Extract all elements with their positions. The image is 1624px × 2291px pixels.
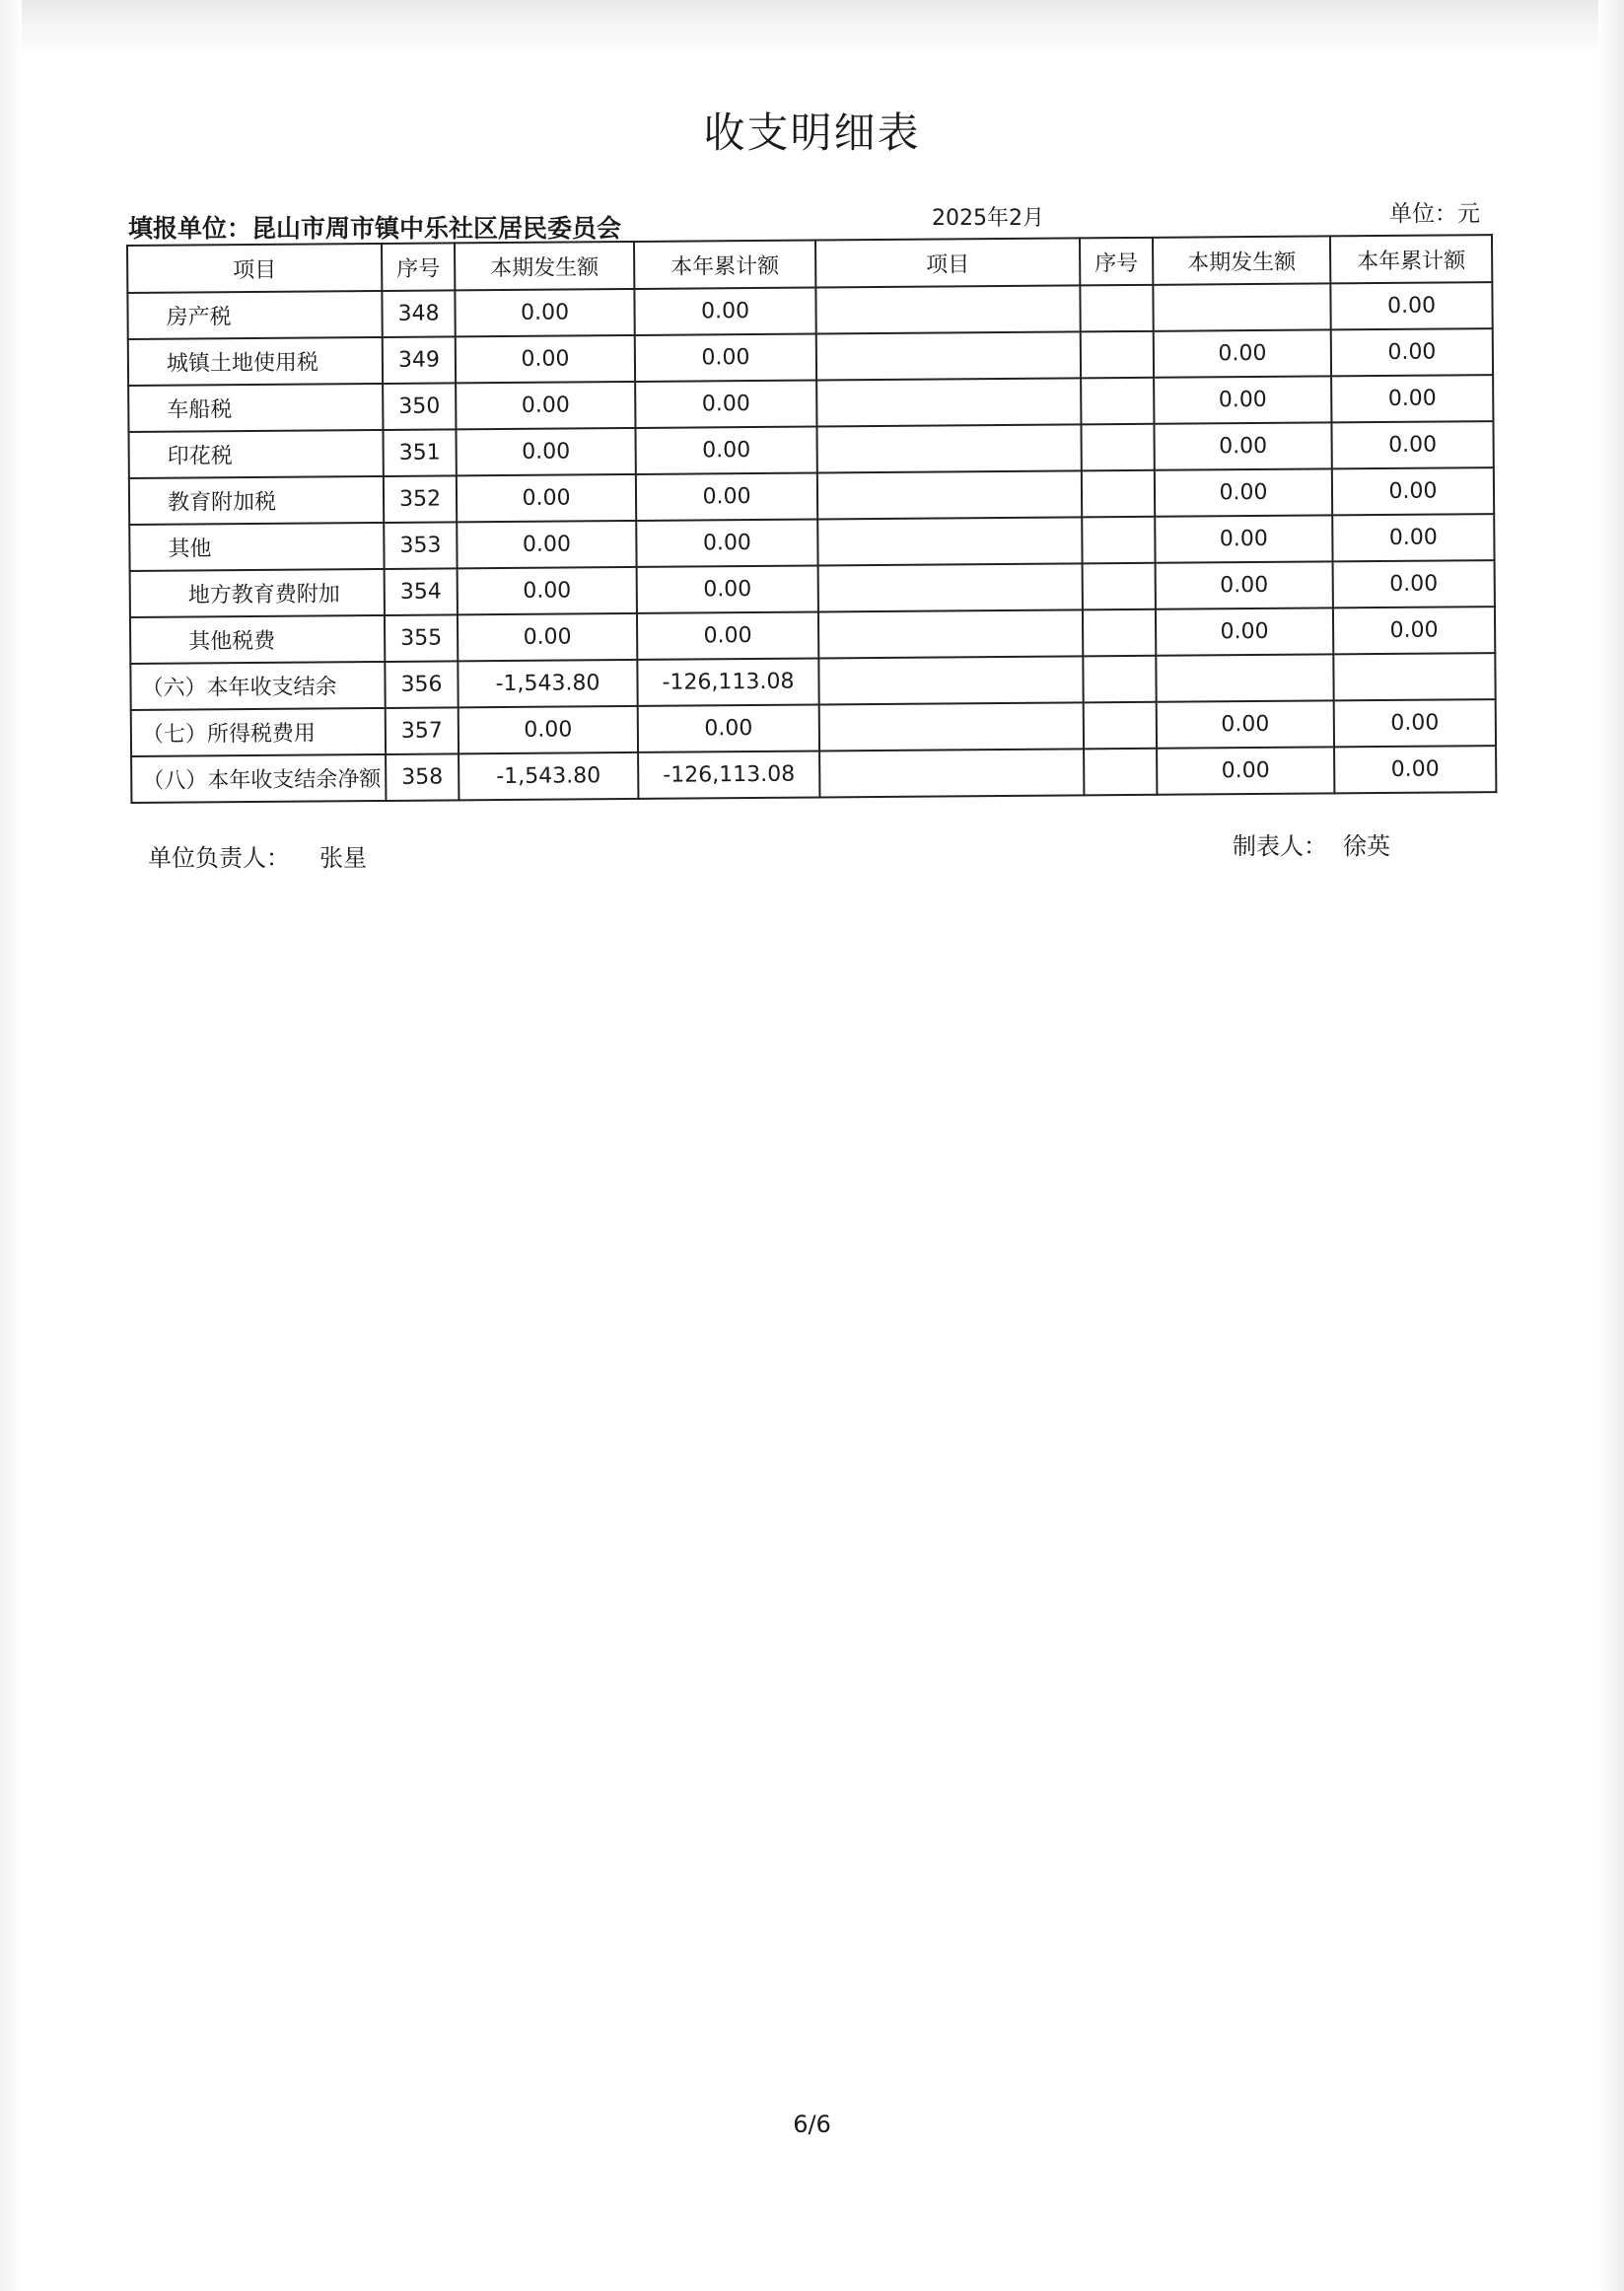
row-seq: 348 — [382, 290, 455, 337]
row-right-current: 0.00 — [1157, 747, 1334, 794]
row-item: 其他 — [129, 523, 384, 571]
row-ytd: 0.00 — [637, 565, 818, 612]
page-number: 6/6 — [793, 2111, 831, 2138]
row-seq: 352 — [384, 475, 457, 523]
preparer-name: 徐英 — [1343, 832, 1390, 860]
row-ytd: 0.00 — [635, 427, 816, 474]
row-current: 0.00 — [456, 335, 635, 383]
row-item: （八）本年收支结余净额 — [131, 754, 386, 803]
row-right-seq — [1083, 609, 1156, 657]
row-seq: 356 — [385, 661, 458, 708]
row-right-item — [816, 331, 1081, 380]
row-right-ytd — [1333, 653, 1495, 700]
row-right-seq — [1083, 563, 1156, 610]
row-right-current — [1156, 654, 1333, 701]
row-current: 0.00 — [457, 521, 636, 568]
row-right-current: 0.00 — [1155, 468, 1332, 516]
row-right-current: 0.00 — [1157, 700, 1334, 748]
row-seq: 353 — [384, 522, 457, 569]
row-right-ytd: 0.00 — [1333, 560, 1495, 608]
row-right-seq — [1080, 285, 1153, 332]
row-right-seq — [1082, 470, 1155, 518]
scan-shadow-right — [1598, 0, 1624, 2291]
row-right-ytd: 0.00 — [1333, 607, 1495, 654]
unit-head-label: 单位负责人： — [148, 844, 290, 872]
scan-shadow-left — [0, 0, 22, 2291]
row-current: 0.00 — [456, 428, 635, 475]
row-ytd: 0.00 — [635, 334, 816, 382]
row-right-item — [817, 470, 1082, 519]
header-seq: 序号 — [382, 243, 455, 291]
row-current: 0.00 — [459, 706, 638, 753]
row-item: 其他税费 — [130, 615, 385, 664]
row-right-seq — [1084, 702, 1157, 750]
header-right-item: 项目 — [815, 238, 1080, 287]
scan-shadow-top — [0, 0, 1624, 59]
row-item: 车船税 — [128, 384, 383, 432]
table-row — [131, 746, 1496, 803]
header-current: 本期发生额 — [455, 242, 634, 290]
row-seq: 355 — [385, 614, 458, 662]
row-ytd: 0.00 — [637, 611, 818, 659]
row-current: 0.00 — [458, 567, 637, 614]
row-right-seq — [1083, 656, 1156, 703]
row-seq: 357 — [386, 707, 459, 754]
row-current: 0.00 — [456, 382, 635, 429]
unit-head-signature — [148, 838, 367, 873]
row-current: 0.00 — [458, 613, 637, 661]
row-right-seq — [1081, 378, 1154, 425]
ledger-table — [126, 234, 1497, 804]
row-right-seq — [1084, 749, 1157, 796]
row-item: 地方教育费附加 — [130, 569, 385, 617]
row-right-ytd: 0.00 — [1331, 328, 1493, 376]
row-ytd: 0.00 — [635, 381, 816, 428]
row-seq: 351 — [383, 429, 456, 476]
row-ytd: -126,113.08 — [638, 751, 819, 798]
row-ytd: 0.00 — [636, 520, 817, 567]
row-right-seq — [1082, 517, 1155, 564]
row-ytd: 0.00 — [636, 473, 817, 521]
row-seq: 349 — [383, 336, 456, 384]
row-right-item — [818, 563, 1083, 611]
row-current: -1,543.80 — [458, 660, 637, 707]
row-right-current: 0.00 — [1155, 515, 1332, 562]
row-right-current: 0.00 — [1156, 561, 1333, 609]
row-seq: 354 — [385, 568, 458, 615]
row-right-ytd: 0.00 — [1330, 282, 1492, 329]
row-right-item — [819, 702, 1084, 751]
row-item: 城镇土地使用税 — [128, 337, 383, 386]
row-right-item — [819, 749, 1084, 797]
row-right-item — [818, 656, 1083, 704]
row-ytd: 0.00 — [638, 704, 819, 752]
document-title: 收支明细表 — [703, 108, 921, 157]
row-right-ytd: 0.00 — [1331, 421, 1493, 468]
row-seq: 358 — [386, 753, 459, 801]
preparer-signature — [1233, 826, 1390, 861]
row-right-ytd: 0.00 — [1334, 699, 1496, 747]
preparer-label: 制表人： — [1233, 832, 1327, 860]
header-item: 项目 — [127, 244, 382, 293]
row-right-item — [816, 424, 1081, 472]
reporting-unit: 填报单位：昆山市周市镇中乐社区居民委员会 — [128, 214, 622, 243]
row-current: -1,543.80 — [459, 752, 638, 800]
row-right-item — [816, 378, 1081, 426]
row-right-ytd: 0.00 — [1332, 467, 1494, 515]
row-right-ytd: 0.00 — [1332, 514, 1494, 561]
row-right-ytd: 0.00 — [1334, 746, 1496, 793]
header-right-current: 本期发生额 — [1153, 236, 1330, 284]
row-right-current: 0.00 — [1154, 376, 1331, 423]
row-right-seq — [1081, 424, 1154, 471]
row-item: （六）本年收支结余 — [130, 662, 385, 710]
row-right-item — [815, 285, 1080, 333]
row-right-item — [818, 609, 1083, 658]
row-right-current: 0.00 — [1154, 422, 1331, 469]
currency-unit: 单位：元 — [1389, 201, 1480, 227]
row-item: 房产税 — [127, 291, 382, 339]
row-right-seq — [1081, 331, 1154, 379]
header-right-seq: 序号 — [1080, 238, 1153, 286]
row-current: 0.00 — [455, 289, 634, 336]
header-right-ytd: 本年累计额 — [1330, 235, 1492, 283]
row-seq: 350 — [383, 383, 456, 430]
reporting-period: 2025年2月 — [932, 206, 1044, 231]
row-right-ytd: 0.00 — [1331, 375, 1493, 422]
row-item: 教育附加税 — [129, 476, 384, 525]
row-ytd: 0.00 — [634, 288, 815, 335]
row-right-item — [817, 517, 1082, 565]
row-item: 印花税 — [128, 430, 383, 478]
row-current: 0.00 — [457, 474, 636, 522]
row-item: （七）所得税费用 — [131, 708, 386, 756]
row-right-current: 0.00 — [1154, 329, 1331, 377]
row-ytd: -126,113.08 — [637, 658, 818, 705]
unit-head-name: 张星 — [319, 844, 367, 872]
header-ytd: 本年累计额 — [634, 241, 815, 289]
row-right-current — [1153, 283, 1330, 330]
row-right-current: 0.00 — [1156, 608, 1333, 655]
